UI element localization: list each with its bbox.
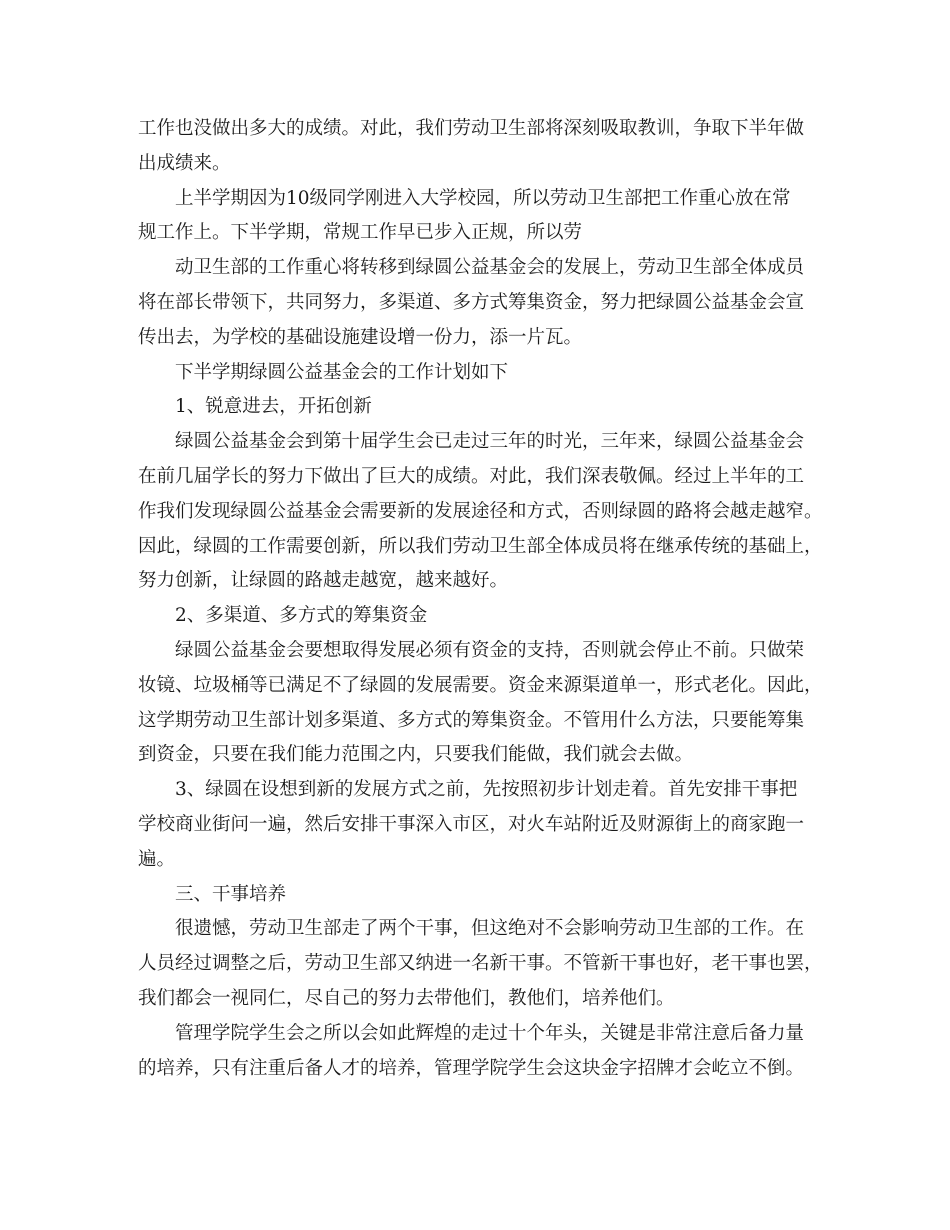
text-line: 人员经过调整之后，劳动卫生部又纳进一名新干事。不管新干事也好，老干事也罢， [138,953,823,975]
text-line: 规工作上。下半学期，常规工作早已步入正规，所以劳 [138,222,583,244]
text-line: 绿圆公益基金会到第十届学生会已走过三年的时光，三年来，绿圆公益基金会 [175,431,805,453]
document-body [138,112,823,1086]
text-line: 传出去，为学校的基础设施建设增一份力，添一片瓦。 [138,326,583,348]
text-line: 下半学期绿圆公益基金会的工作计划如下 [175,361,509,383]
text-line: 很遗憾，劳动卫生部走了两个干事，但这绝对不会影响劳动卫生部的工作。在 [175,918,805,940]
text-line: 绿圆公益基金会要想取得发展必须有资金的支持，否则就会停止不前。只做荣 [175,639,805,661]
text-line: 出成绩来。 [138,152,231,174]
text-line: 1、锐意进去，开拓创新 [175,396,372,418]
text-line: 在前几届学长的努力下做出了巨大的成绩。对此，我们深表敬佩。经过上半年的工 [138,465,805,487]
text-line: 努力创新，让绿圆的路越走越宽，越来越好。 [138,570,509,592]
text-line: 上半学期因为10级同学刚进入大学校园，所以劳动卫生部把工作重心放在常 [175,187,791,209]
text-line: 动卫生部的工作重心将转移到绿圆公益基金会的发展上，劳动卫生部全体成员 [175,257,805,279]
text-line: 工作也没做出多大的成绩。对此，我们劳动卫生部将深刻吸取教训，争取下半年做 [138,118,805,139]
text-line: 将在部长带领下，共同努力，多渠道、多方式筹集资金，努力把绿圆公益基金会宣 [138,291,805,313]
text-line: 遍。 [138,848,176,870]
text-line: 因此，绿圆的工作需要创新，所以我们劳动卫生部全体成员将在继承传统的基础上， [138,535,823,557]
text-line: 三、干事培养 [175,883,287,905]
text-line: 妆镜、垃圾桶等已满足不了绿圆的发展需要。资金来源渠道单一，形式老化。因此， [138,674,823,696]
text-line: 作我们发现绿圆公益基金会需要新的发展途径和方式，否则绿圆的路将会越走越窄。 [138,500,823,522]
text-line: 学校商业街问一遍，然后安排干事深入市区，对火车站附近及财源街上的商家跑一 [138,813,805,835]
text-line: 到资金，只要在我们能力范围之内，只要我们能做，我们就会去做。 [138,744,694,766]
text-line: 这学期劳动卫生部计划多渠道、多方式的筹集资金。不管用什么方法，只要能筹集 [138,709,805,731]
text-line: 的培养，只有注重后备人才的培养，管理学院学生会这块金字招牌才会屹立不倒。 [138,1057,805,1079]
text-line: 2、多渠道、多方式的筹集资金 [175,605,428,627]
text-line: 我们都会一视同仁，尽自己的努力去带他们，教他们，培养他们。 [138,987,675,1009]
text-line: 3、绿圆在设想到新的发展方式之前，先按照初步计划走着。首先安排干事把 [175,779,798,801]
text-line: 管理学院学生会之所以会如此辉煌的走过十个年头，关键是非常注意后备力量 [175,1022,805,1044]
